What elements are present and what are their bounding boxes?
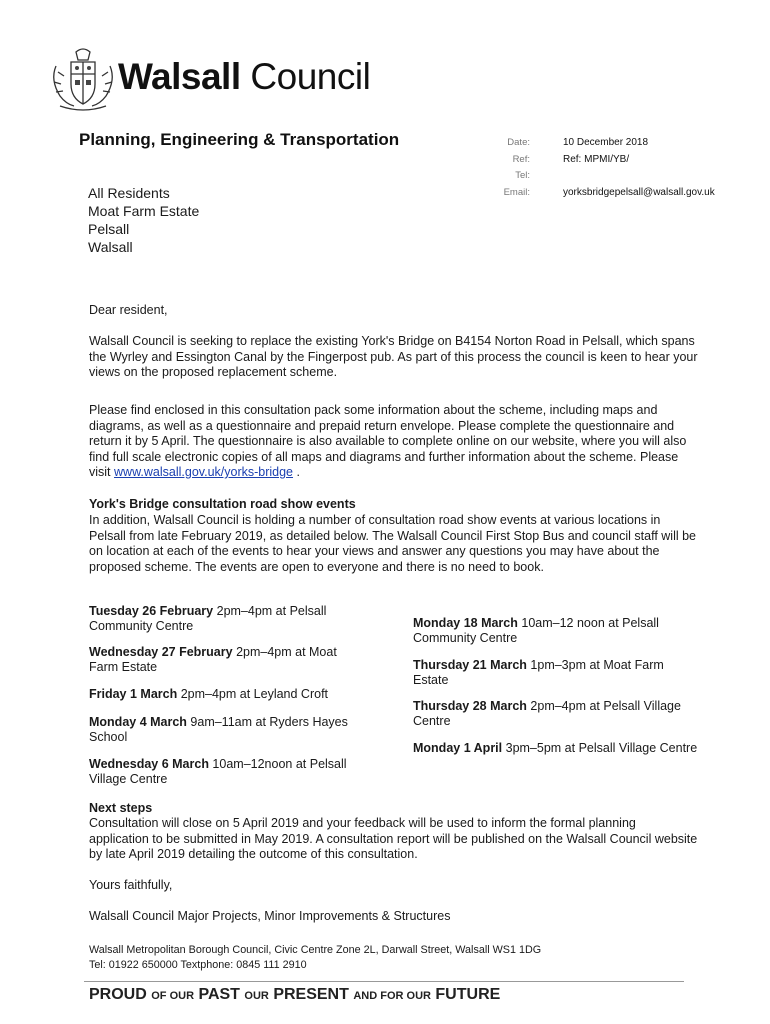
meta-values	[563, 135, 715, 201]
ref-value: Ref: MPMI/YB/	[563, 153, 630, 165]
next-steps-body: Consultation will close on 5 April 2019 and your feedback will be used to inform the formal planning application to be submitted in May 2019. A consultation report will be published on the Walsall Council website by late April 2019 detailing the outcome of this consultation.	[89, 816, 698, 861]
footer-address-line: Walsall Metropolitan Borough Council, Civic Centre Zone 2L, Darwall Street, Walsall WS1 1DG	[89, 944, 542, 956]
event-item: Friday 1 March 2pm–4pm at Leyland Croft	[89, 687, 329, 701]
pack-paragraph: Please find enclosed in this consultation pack some information about the scheme, including maps and diagrams, as well as a questionnaire and prepaid return envelope. Please complete the questionnaire and return it by 5 April. The questionnaire is also available to complete online on our website, where you will also find full scale electronic copies of all maps and diagrams and further information about the scheme. Please visit www.walsall.gov.uk/yorks-bridge .	[89, 403, 687, 479]
address-line: All Residents	[88, 185, 170, 201]
events-intro: In addition, Walsall Council is holding a number of consultation road show events at various locations in Pelsall from late February 2019, as detailed below. The Walsall Council First Stop Bus and council staff will be on location at each of the events to hear your views and answer any questions you may have about the proposed scheme. The events are open to everyone and there is no need to book.	[89, 513, 697, 574]
events-heading: York's Bridge consultation road show events	[89, 497, 356, 511]
event-item: Wednesday 6 March 10am–12noon at Pelsall Village Centre	[89, 757, 347, 786]
event-item: Monday 4 March 9am–11am at Ryders Hayes School	[89, 715, 348, 744]
footer-address	[89, 943, 541, 973]
address-line: Walsall	[88, 239, 133, 255]
footer-tagline: PROUD OF OUR PAST OUR PRESENT AND FOR OUR FUTURE	[89, 986, 501, 1003]
tel-label: Tel:	[515, 170, 530, 181]
consultation-link[interactable]: www.walsall.gov.uk/yorks-bridge	[114, 465, 294, 479]
department-title: Planning, Engineering & Transportation	[79, 130, 400, 149]
next-steps-heading: Next steps	[89, 801, 153, 815]
greeting: Dear resident,	[89, 303, 168, 317]
address-line: Moat Farm Estate	[88, 203, 200, 219]
address-line: Pelsall	[88, 221, 130, 237]
sign-off: Yours faithfully,	[89, 878, 173, 892]
ref-label: Ref:	[512, 153, 530, 165]
event-item: Thursday 28 March 2pm–4pm at Pelsall Village Centre	[413, 699, 681, 728]
recipient-address	[88, 184, 199, 256]
event-item: Thursday 21 March 1pm–3pm at Moat Farm Estate	[413, 658, 664, 687]
date-value: 10 December 2018	[563, 137, 649, 148]
council-crest-icon	[46, 44, 120, 114]
event-item: Monday 1 April 3pm–5pm at Pelsall Village Centre	[413, 741, 698, 755]
email-value: yorksbridgepelsall@walsall.gov.uk	[563, 186, 715, 198]
event-item: Wednesday 27 February 2pm–4pm at Moat Farm Estate	[89, 645, 337, 674]
council-logo-text: Walsall Council	[118, 56, 371, 97]
date-label: Date:	[507, 137, 530, 148]
tel-value	[563, 168, 715, 185]
email-label: Email:	[503, 186, 530, 198]
intro-paragraph: Walsall Council is seeking to replace the existing York's Bridge on B4154 Norton Road in Pelsall, which spans the Wyrley and Essington Canal by the Fingerpost pub. As part of this process the council is keen to hear your views on the proposed replacement scheme.	[89, 334, 698, 379]
signature: Walsall Council Major Projects, Minor Improvements & Structures	[89, 909, 451, 923]
event-item: Monday 18 March 10am–12 noon at Pelsall Community Centre	[413, 616, 659, 645]
footer-divider	[84, 981, 684, 982]
footer-phones: Tel: 01922 650000 Textphone: 0845 111 2910	[89, 959, 307, 971]
event-item: Tuesday 26 February 2pm–4pm at Pelsall Community Centre	[89, 604, 327, 633]
meta-labels	[486, 135, 530, 201]
